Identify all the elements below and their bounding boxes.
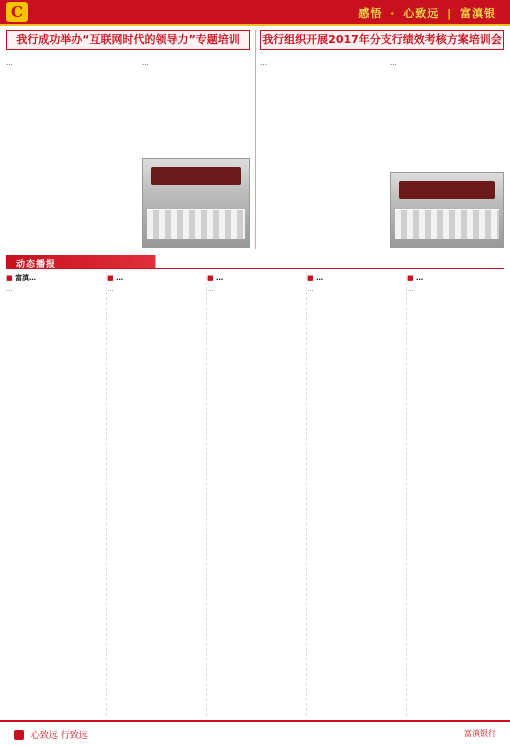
footer xyxy=(0,720,510,746)
section-tag-1: 感悟 xyxy=(358,7,383,20)
brand-name: 富滇银 xyxy=(460,7,496,20)
footer-right: 富滇银行 xyxy=(464,729,496,738)
news-item-title: ■ … xyxy=(207,274,224,282)
stage-shape-2 xyxy=(399,181,495,199)
article-right-photo xyxy=(390,172,504,248)
news-item-text: … xyxy=(107,285,114,293)
footer-brand-icon xyxy=(14,730,24,740)
article-left-col-1: … xyxy=(6,59,13,67)
article-left-title: 我行成功举办“互联网时代的领导力”专题培训 xyxy=(6,30,250,50)
seats-shape-2 xyxy=(395,209,499,239)
seats-shape xyxy=(147,209,245,239)
news-col-2 xyxy=(106,272,204,716)
news-item-title: ■ … xyxy=(307,274,324,282)
news-columns xyxy=(6,272,504,716)
article-left-col-2: … xyxy=(142,59,149,67)
section-sep: · xyxy=(390,7,396,20)
news-item-title: ■ … xyxy=(407,274,424,282)
news-item-text: … xyxy=(6,285,13,293)
section-tag-2: 心致远 xyxy=(403,7,440,20)
top-articles xyxy=(6,30,504,249)
news-col-1 xyxy=(6,272,104,716)
news-col-5 xyxy=(406,272,504,716)
section-label: 动态播报 xyxy=(16,260,57,270)
news-item-text: … xyxy=(307,285,314,293)
section-brand-sep: | xyxy=(447,7,453,20)
article-right-col-1: … xyxy=(260,59,267,67)
news-item-title: ■ 富滇… xyxy=(6,274,37,282)
article-left-photo xyxy=(142,158,250,248)
article-right xyxy=(260,30,504,67)
top-divider xyxy=(255,30,256,249)
article-left xyxy=(6,30,250,67)
article-right-title: 我行组织开展2017年分支行绩效考核方案培训会 xyxy=(260,30,504,50)
news-col-4 xyxy=(306,272,404,716)
article-right-col-2: … xyxy=(390,59,397,67)
news-col-3 xyxy=(206,272,304,716)
section-band xyxy=(6,255,504,269)
stage-shape xyxy=(151,167,241,185)
news-item-text: … xyxy=(407,285,414,293)
footer-left-text: 心致远 行致远 xyxy=(30,731,88,741)
logo: C xyxy=(6,2,28,22)
footer-left xyxy=(14,728,88,741)
section-title xyxy=(358,5,496,21)
news-item-text: … xyxy=(207,285,214,293)
news-item-title: ■ … xyxy=(107,274,124,282)
